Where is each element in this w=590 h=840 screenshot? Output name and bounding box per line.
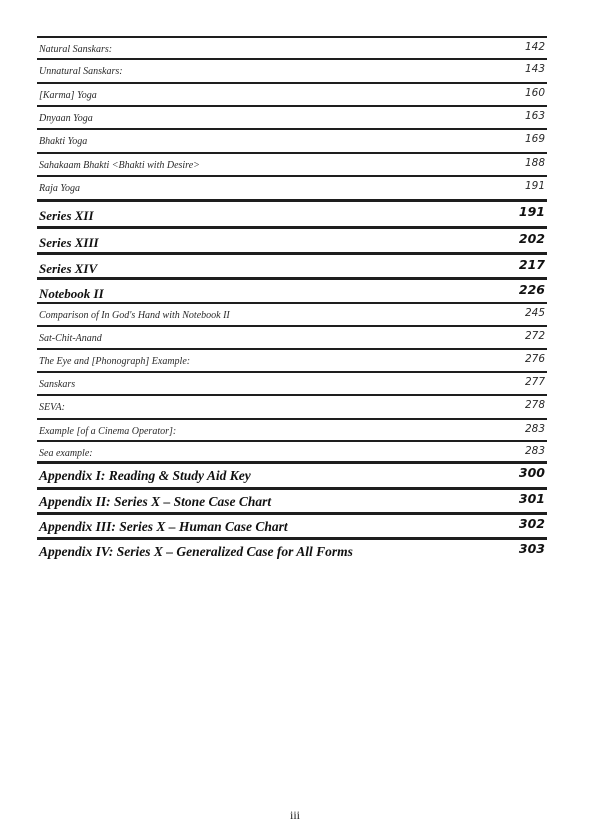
toc-divider-rule — [37, 36, 547, 38]
toc-divider-rule — [37, 440, 547, 442]
toc-entry-title: Appendix III: Series X – Human Case Chart — [39, 519, 288, 534]
toc-divider-rule — [37, 82, 547, 84]
toc-divider-rule — [37, 105, 547, 107]
toc-entry-title: [Karma] Yoga — [39, 90, 97, 101]
toc-entry-title: Sea example: — [39, 448, 93, 459]
toc-entry-title: Notebook II — [39, 286, 104, 301]
toc-entry[interactable] — [37, 418, 547, 440]
page-number-footer: iii — [289, 808, 300, 822]
toc-divider-rule — [37, 325, 547, 327]
toc-entry[interactable] — [37, 440, 547, 461]
toc-divider-rule — [37, 537, 547, 540]
toc-entry-page-number: 191 — [524, 180, 545, 192]
toc-entry[interactable] — [37, 199, 547, 226]
toc-entry-page-number: 188 — [524, 157, 545, 169]
toc-entry-page-number: 202 — [518, 231, 545, 246]
toc-entry[interactable] — [37, 128, 547, 152]
toc-entry[interactable] — [37, 105, 547, 128]
toc-entry[interactable] — [37, 175, 547, 199]
toc-entry[interactable] — [37, 277, 547, 302]
toc-entry-page-number: 245 — [524, 307, 545, 319]
toc-entry[interactable] — [37, 371, 547, 394]
toc-entry[interactable] — [37, 537, 547, 562]
toc-entry[interactable] — [37, 461, 547, 487]
toc-entry-page-number: 300 — [518, 465, 545, 480]
toc-divider-rule — [37, 199, 547, 202]
toc-divider-rule — [37, 58, 547, 60]
toc-divider-rule — [37, 252, 547, 255]
toc-divider-rule — [37, 487, 547, 490]
toc-entry-title: SEVA: — [39, 402, 65, 413]
toc-entry-title: Dnyaan Yoga — [39, 113, 93, 124]
toc-entry-page-number: 277 — [524, 376, 545, 388]
toc-divider-rule — [37, 277, 547, 280]
toc-entry-page-number: 163 — [524, 110, 545, 122]
toc-divider-rule — [37, 348, 547, 350]
toc-entry-title: Sat-Chit-Anand — [39, 333, 102, 344]
toc-entry[interactable] — [37, 348, 547, 371]
toc-entry-page-number: 142 — [524, 41, 545, 53]
toc-divider-rule — [37, 512, 547, 515]
toc-entry-title: Sahakaam Bhakti <Bhakti with Desire> — [39, 160, 200, 171]
toc-entry-title: Series XII — [39, 208, 94, 223]
toc-entry-page-number: 160 — [524, 87, 545, 99]
toc-entry[interactable] — [37, 58, 547, 82]
toc-entry-title: Appendix I: Reading & Study Aid Key — [39, 468, 251, 483]
toc-entry[interactable] — [37, 226, 547, 252]
toc-entry-title: Natural Sanskars: — [39, 44, 113, 55]
toc-entry[interactable] — [37, 82, 547, 105]
toc-divider-rule — [37, 302, 547, 304]
toc-entry-page-number: 169 — [524, 133, 545, 145]
toc-entry-page-number: 217 — [518, 257, 545, 272]
toc-divider-rule — [37, 371, 547, 373]
toc-entry-page-number: 303 — [518, 541, 545, 556]
toc-entry[interactable] — [37, 394, 547, 418]
toc-entry-title: Unnatural Sanskars: — [39, 66, 123, 77]
toc-divider-rule — [37, 418, 547, 420]
toc-entry[interactable] — [37, 252, 547, 277]
toc-entry-title: Sanskars — [39, 379, 76, 390]
toc-entry-page-number: 283 — [524, 423, 545, 435]
toc-entry-page-number: 191 — [518, 204, 545, 219]
toc-entry-page-number: 143 — [524, 63, 545, 75]
toc-entry[interactable] — [37, 325, 547, 348]
toc-entry-title: Series XIV — [39, 261, 98, 276]
toc-entry-page-number: 272 — [524, 330, 545, 342]
toc-divider-rule — [37, 175, 547, 177]
toc-entry-title: Series XIII — [39, 235, 99, 250]
toc-entry[interactable] — [37, 36, 547, 58]
toc-entry-page-number: 302 — [518, 516, 545, 531]
toc-divider-rule — [37, 394, 547, 396]
toc-entry-title: Appendix IV: Series X – Generalized Case for All Forms — [39, 544, 353, 559]
toc-entry-title: Raja Yoga — [39, 183, 81, 194]
toc-entry[interactable] — [37, 302, 547, 325]
toc-entry-title: Comparison of In God's Hand with Notebook II — [39, 310, 230, 321]
toc-entry-title: The Eye and [Phonograph] Example: — [39, 356, 191, 367]
toc-entry-title: Example [of a Cinema Operator]: — [39, 426, 177, 437]
toc-entry-title: Appendix II: Series X – Stone Case Chart — [39, 494, 272, 509]
toc-divider-rule — [37, 128, 547, 130]
toc-entry-page-number: 276 — [524, 353, 545, 365]
toc-entry[interactable] — [37, 152, 547, 175]
toc-divider-rule — [37, 461, 547, 464]
toc-entry-page-number: 301 — [518, 491, 545, 506]
toc-entry-title: Bhakti Yoga — [39, 136, 88, 147]
toc-entry-page-number: 278 — [524, 399, 545, 411]
toc-entry[interactable] — [37, 512, 547, 537]
toc-entry[interactable] — [37, 487, 547, 512]
toc-divider-rule — [37, 226, 547, 229]
toc-entry-page-number: 226 — [518, 282, 545, 297]
toc-entry-page-number: 283 — [524, 445, 545, 457]
toc-divider-rule — [37, 152, 547, 154]
